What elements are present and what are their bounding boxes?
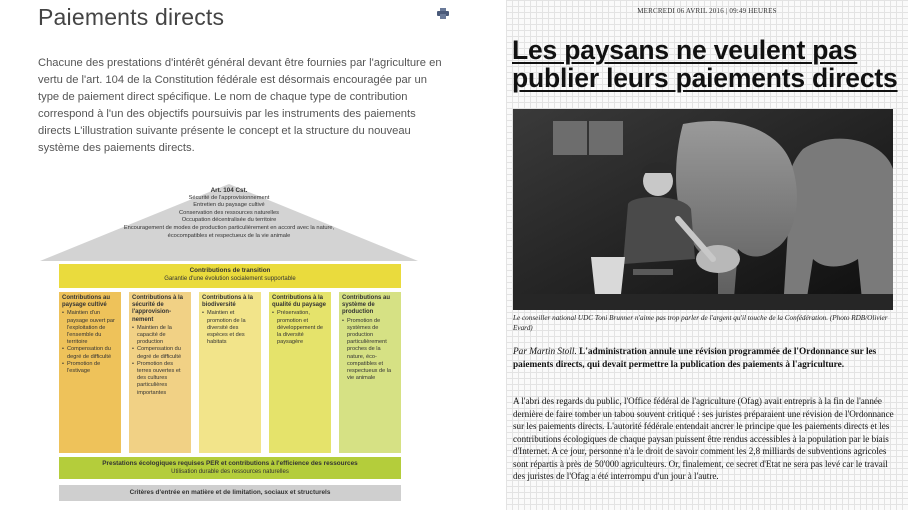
page-title: Paiements directs <box>38 4 225 30</box>
roof-line: Conservation des ressources naturelles <box>179 209 279 216</box>
roof-line: Sécurité de l'approvisionnement <box>188 194 270 201</box>
column-item: • Maintien de la capacité de production <box>132 325 188 347</box>
lead-text: L'administration annule une révision programmée de l'Ordonnance sur les paiements directs, qui devait permettre la publication des paiements à l'agriculture. <box>513 347 877 370</box>
column-biodiversite <box>199 292 261 453</box>
column-item: • Préservation, promotion et développement de la diversité paysagère <box>272 310 328 346</box>
column-heading: Contributions à la qualité du paysage <box>272 295 327 309</box>
roof-line: Entretien du paysage cultivé <box>193 202 265 209</box>
per-heading: Prestations écologiques requises PER et contributions à l'efficience des ressources <box>102 460 358 467</box>
column-item: • Promotion des terres ouvertes et des cultures particulières importantes <box>132 361 188 397</box>
column-paysage-cultive <box>59 292 121 453</box>
article-author: Par Martin Stoll. <box>513 347 577 357</box>
intro-paragraph: Chacune des prestations d'intérêt général devant être fournies par l'agriculture en vertu de l'art. 104 de la Constitution fédérale est désormais encouragée par un type de paiement direct spécifique. Le nom de chaque type de contribution correspond à l'un des objectifs poursuivis par les instruments des paiements directs L'illustration suivante présente le concept et la structure du nouveau système des paiements directs. <box>38 57 442 154</box>
criteria-band: Critères d'entrée en matière et de limitation, sociaux et structurels <box>59 485 401 501</box>
column-item: • Maintien d'un paysage ouvert par l'exploitation de l'ensemble du territoire <box>62 310 118 346</box>
article-lead <box>513 346 898 371</box>
column-heading: Contributions à la sécurité de l'approvision-nement <box>132 295 183 323</box>
roof-art-104 <box>40 184 418 261</box>
column-heading: Contributions à la biodiversité <box>202 295 253 309</box>
column-item: • Promotion de systèmes de production particulièrement proches de la nature, éco-compatibles et respectueux de la vie animale <box>342 318 398 383</box>
column-qualite-paysage <box>269 292 331 453</box>
column-securite-approvisionnement <box>129 292 191 453</box>
roof-heading: Art. 104 Cst. <box>210 187 248 194</box>
per-sub: Utilisation durable des ressources naturelles <box>171 469 289 475</box>
roof-line: Encouragement de modes de production particulièrement en accord avec la nature, <box>123 224 335 231</box>
article-body: A l'abri des regards du public, l'Office fédéral de l'agriculture (Ofag) avait entrepris à la fin de l'année dernière de faire tomber un tabou souvent critiqué : ses juristes préparaient une révision de l'Ordonnance sur les paiements directs. L'autorité fédérale entendait ancrer le principe que les paiements directs et les contributions écologiques de chaque paysan puissent être rendus accessibles à la population par le biais d'Internet. A ce jour, personne n'a le droit de savoir comment les 2,8 milliards de subventions agricoles sont répartis à près de 50'000 agriculteurs. Or, finalement, ce secret d'Etat ne sera pas levé car le travail des juristes de l'Ofag a été interrompu d'un jour à l'autre. <box>513 396 894 481</box>
transition-sub: Garantie d'une évolution socialement supportable <box>164 276 296 282</box>
column-item: • Maintien et promotion de la diversité des espèces et des habitats <box>202 310 258 346</box>
article-photo <box>513 109 893 310</box>
column-systeme-production <box>339 292 401 453</box>
transition-heading: Contributions de transition <box>189 267 271 274</box>
column-item: • Compensation du degré de difficulté <box>62 346 118 360</box>
column-item: • Promotion de l'estivage <box>62 361 118 375</box>
per-band <box>59 457 401 479</box>
transition-band <box>59 264 401 288</box>
column-heading: Contributions au paysage cultivé <box>62 295 110 309</box>
photo-caption: Le conseiller national UDC Toni Brunner n'aime pas trop parler de l'argent qu'il touche de la Confédération. (Photo RDB/Olivier Evard) <box>513 314 888 332</box>
roof-line: écocompatibles et respectueux de la vie animale <box>167 232 291 239</box>
news-article <box>506 0 908 510</box>
column-item: • Compensation du degré de difficulté <box>132 346 188 360</box>
column-heading: Contributions au système de production <box>342 295 390 316</box>
printer-icon[interactable] <box>437 6 449 17</box>
roof-line: Occupation décentralisée du territoire <box>181 217 277 224</box>
article-headline[interactable]: Les paysans ne veulent pas publier leurs paiements directs <box>512 35 898 93</box>
article-date: MERCREDI 06 AVRIL 2016 | 09:49 HEURES <box>637 7 777 15</box>
